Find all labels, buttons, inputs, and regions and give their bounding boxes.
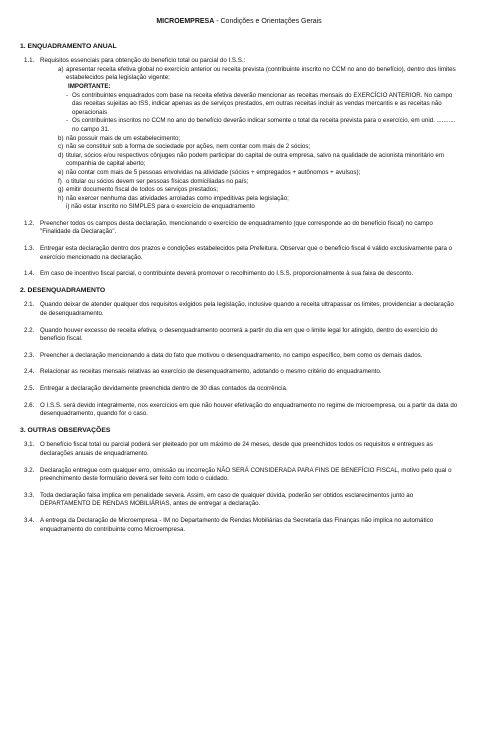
title-rest: - Condições e Orientações Gerais: [214, 18, 322, 25]
clause-number: 2.4.: [24, 368, 35, 376]
clause-2-5: [20, 385, 458, 394]
clause-1-2: [20, 220, 458, 237]
clause-2-4: [20, 368, 458, 377]
requirement-text: não contar com mais de 5 pessoas envolvidas na atividade (sócios + empregados + autônomos + avulsos);: [66, 168, 361, 176]
clause-text: O benefício fiscal total ou parcial poderá ser pleiteado por um máximo de 24 meses, desde que preenchidos todos os requisitos e entregues as declarações anuais de enquadramento.: [40, 441, 433, 457]
clause-number: 2.1.: [24, 301, 35, 309]
requirement-letter: h): [58, 194, 64, 202]
clause-number: 2.3.: [24, 351, 35, 359]
requirement-a: [40, 66, 458, 83]
clause-number: 1.2.: [24, 219, 35, 227]
bullet-text: Os contribuintes enquadrados com base na receita efetiva deverão mencionar as receitas mensais do EXERCÍCIO ANTERIOR. No campo das receitas sujeitas ao ISS, indicar apenas as de serviços prestados, em outras receitas incluir as vendas mercantis e as receitas não operacionais: [72, 91, 453, 116]
clause-number: 2.6.: [24, 401, 35, 409]
section-heading: 1. ENQUADRAMENTO ANUAL: [20, 42, 117, 50]
requirement-letter: g): [58, 186, 64, 194]
requirement-text: apresentar receita efetiva global no exercício anterior ou receita prevista (contribuinte inscrito no CCM no ano do benefício), dentro dos limites estabelecidos pela legislação vigente;: [66, 65, 456, 82]
requirement-text: não exercer nenhuma das atividades arroladas como impeditivas pela legislação;: [66, 194, 289, 202]
requirement-c: [40, 143, 458, 152]
requirement-letter: f): [58, 177, 62, 185]
clause-text: Entregar esta declaração dentro dos prazos e condições estabelecidos pela Prefeitura. Observar que o benefício fiscal é válido exclusivamente para o exercício mencionado na declaração.: [40, 245, 453, 261]
clause-text: Preencher a declaração mencionando a data do fato que motivou o desenquadramento, no campo específico, bem como os demais dados.: [40, 351, 423, 359]
requirement-f: [40, 178, 458, 187]
requirement-letter: b): [58, 134, 64, 142]
requirement-i: i) não estar inscrito no SIMPLES para o exercício de enquadramento: [66, 203, 255, 211]
clause-text: Preencher todos os campos desta declaração, mencionando o exercício de enquadramento (que corresponde ao do benefício fiscal) no campo "Finalidade da Declaração".: [40, 219, 433, 236]
requirement-g: [40, 186, 458, 195]
requirement-e: [40, 169, 458, 178]
clause-number: 3.1.: [24, 441, 35, 449]
requirement-b: [40, 135, 458, 144]
important-bullet: - Os contribuintes enquadrados com base na receita efetiva deverão mencionar as receitas mensais do EXERCÍCIO ANTERIOR. No campo das receitas sujeitas ao ISS, indicar apenas as de serviços prestados, em outras receitas incluir as vendas mercantis e as receitas não operacionais: [66, 91, 453, 116]
clause-3-4: [20, 517, 458, 534]
clause-text: Requisitos essenciais para obtenção do benefício total ou parcial do I.S.S.:: [40, 57, 246, 65]
requirement-text: não possuir mais de um estabelecimento;: [66, 134, 181, 142]
clause-3-1: [20, 441, 458, 458]
clause-text: Declaração entregue com qualquer erro, omissão ou incorreção NÃO SERÁ CONSIDERADA PARA FINS DE BENEFÍCIO FISCAL, motivo pelo qual o preenchimento deste formulário deverá ser feito com todo o cuidado.: [40, 466, 452, 483]
clause-number: 3.2.: [24, 466, 35, 474]
clause-text: Entregar a declaração devidamente preenchida dentro de 30 dias contados da ocorrência.: [40, 385, 288, 392]
requirement-text: titular, sócios e/ou respectivos cônjuges não podem participar do capital de outra empresa, salvo na qualidade de acionista minoritário em companhia de capital aberto;: [66, 151, 444, 168]
clause-number: 1.1.: [24, 57, 35, 65]
requirement-letter: c): [58, 143, 64, 151]
requirement-text: emitir documento fiscal de todos os serviços prestados;: [66, 186, 219, 194]
clause-number: 3.4.: [24, 516, 35, 524]
clause-3-3: [20, 492, 458, 509]
requirement-h: [40, 195, 458, 204]
requirement-d: [40, 152, 458, 169]
clause-1-4: [20, 270, 458, 279]
requirement-letter: a): [58, 65, 64, 73]
requirement-letter: d): [58, 151, 64, 159]
clause-number: 3.3.: [24, 491, 35, 499]
document-title: [20, 18, 458, 27]
bullet-text: Os contribuintes inscritos no CCM no ano do benefício deverão indicar somente o total da receita prevista para o exercício, em unid. ........... no campo 31.: [72, 117, 456, 133]
clause-text: Toda declaração falsa implica em penalidade severa. Assim, em caso de qualquer dúvida, poderão ser obtidos esclarecimentos junto ao DEPARTAMENTO DE RENDAS MOBILIÁRIAS, antes de entregar a declaração.: [40, 491, 414, 508]
clause-1-1: [20, 57, 458, 212]
title-bold: MICROEMPRESA: [156, 18, 215, 25]
section-heading: 3. OUTRAS OBSERVAÇÕES: [20, 426, 111, 434]
clause-1-3: [20, 245, 458, 262]
clause-3-2: [20, 467, 458, 484]
section-heading: 2. DESENQUADRAMENTO: [20, 286, 106, 294]
requirement-letter: e): [58, 168, 64, 176]
important-note-heading: IMPORTANTE:: [68, 82, 111, 90]
clause-2-6: [20, 402, 458, 419]
clause-2-3: [20, 352, 458, 361]
clause-text: Relacionar as receitas mensais relativas ao exercício de desenquadramento, adotando o mesmo critério do enquadramento.: [40, 368, 382, 376]
requirement-text: o titular ou sócios devem ser pessoas físicas domiciliadas no país;: [66, 177, 249, 185]
clause-text: Quando houver excesso de receita efetiva, o desenquadramento ocorrerá a partir do dia em que o limite legal for atingido, dentro do exercício do benefício fiscal.: [40, 326, 438, 343]
clause-2-2: [20, 327, 458, 344]
requirement-text: não se constituir sob a forma de sociedade por ações, nem contar com mais de 2 sócios;: [66, 143, 311, 151]
clause-text: A entrega da Declaração de Microempresa - IM no Departamento de Rendas Mobiliárias da Secretaria das Finanças não implica no automático enquadramento do contribuinte como Microempresa.: [40, 516, 434, 533]
important-bullet: - Os contribuintes inscritos no CCM no ano do benefício deverão indicar somente o total da receita prevista para o exercício, em unid. ........... no campo 31.: [66, 117, 456, 133]
clause-2-1: [20, 301, 458, 318]
clause-text: O I.S.S. será devido integralmente, nos exercícios em que não houver efetivação do enquadramento no regime de microempresa, ou a partir da data do desenquadramento, quando for o caso.: [40, 401, 458, 418]
clause-text: Quando deixar de atender qualquer dos requisitos exigidos pela legislação, inclusive quando a receita ultrapassar os limites, providenciar a declaração de desenquadramento.: [40, 301, 454, 318]
clause-number: 2.5.: [24, 385, 35, 392]
clause-text: Em caso de incentivo fiscal parcial, o contribuinte deverá promover o recolhimento do I.S.S. proporcionalmente à sua faixa de desconto.: [40, 270, 414, 278]
clause-number: 1.4.: [24, 270, 35, 278]
clause-number: 2.2.: [24, 326, 35, 334]
clause-number: 1.3.: [24, 245, 35, 253]
